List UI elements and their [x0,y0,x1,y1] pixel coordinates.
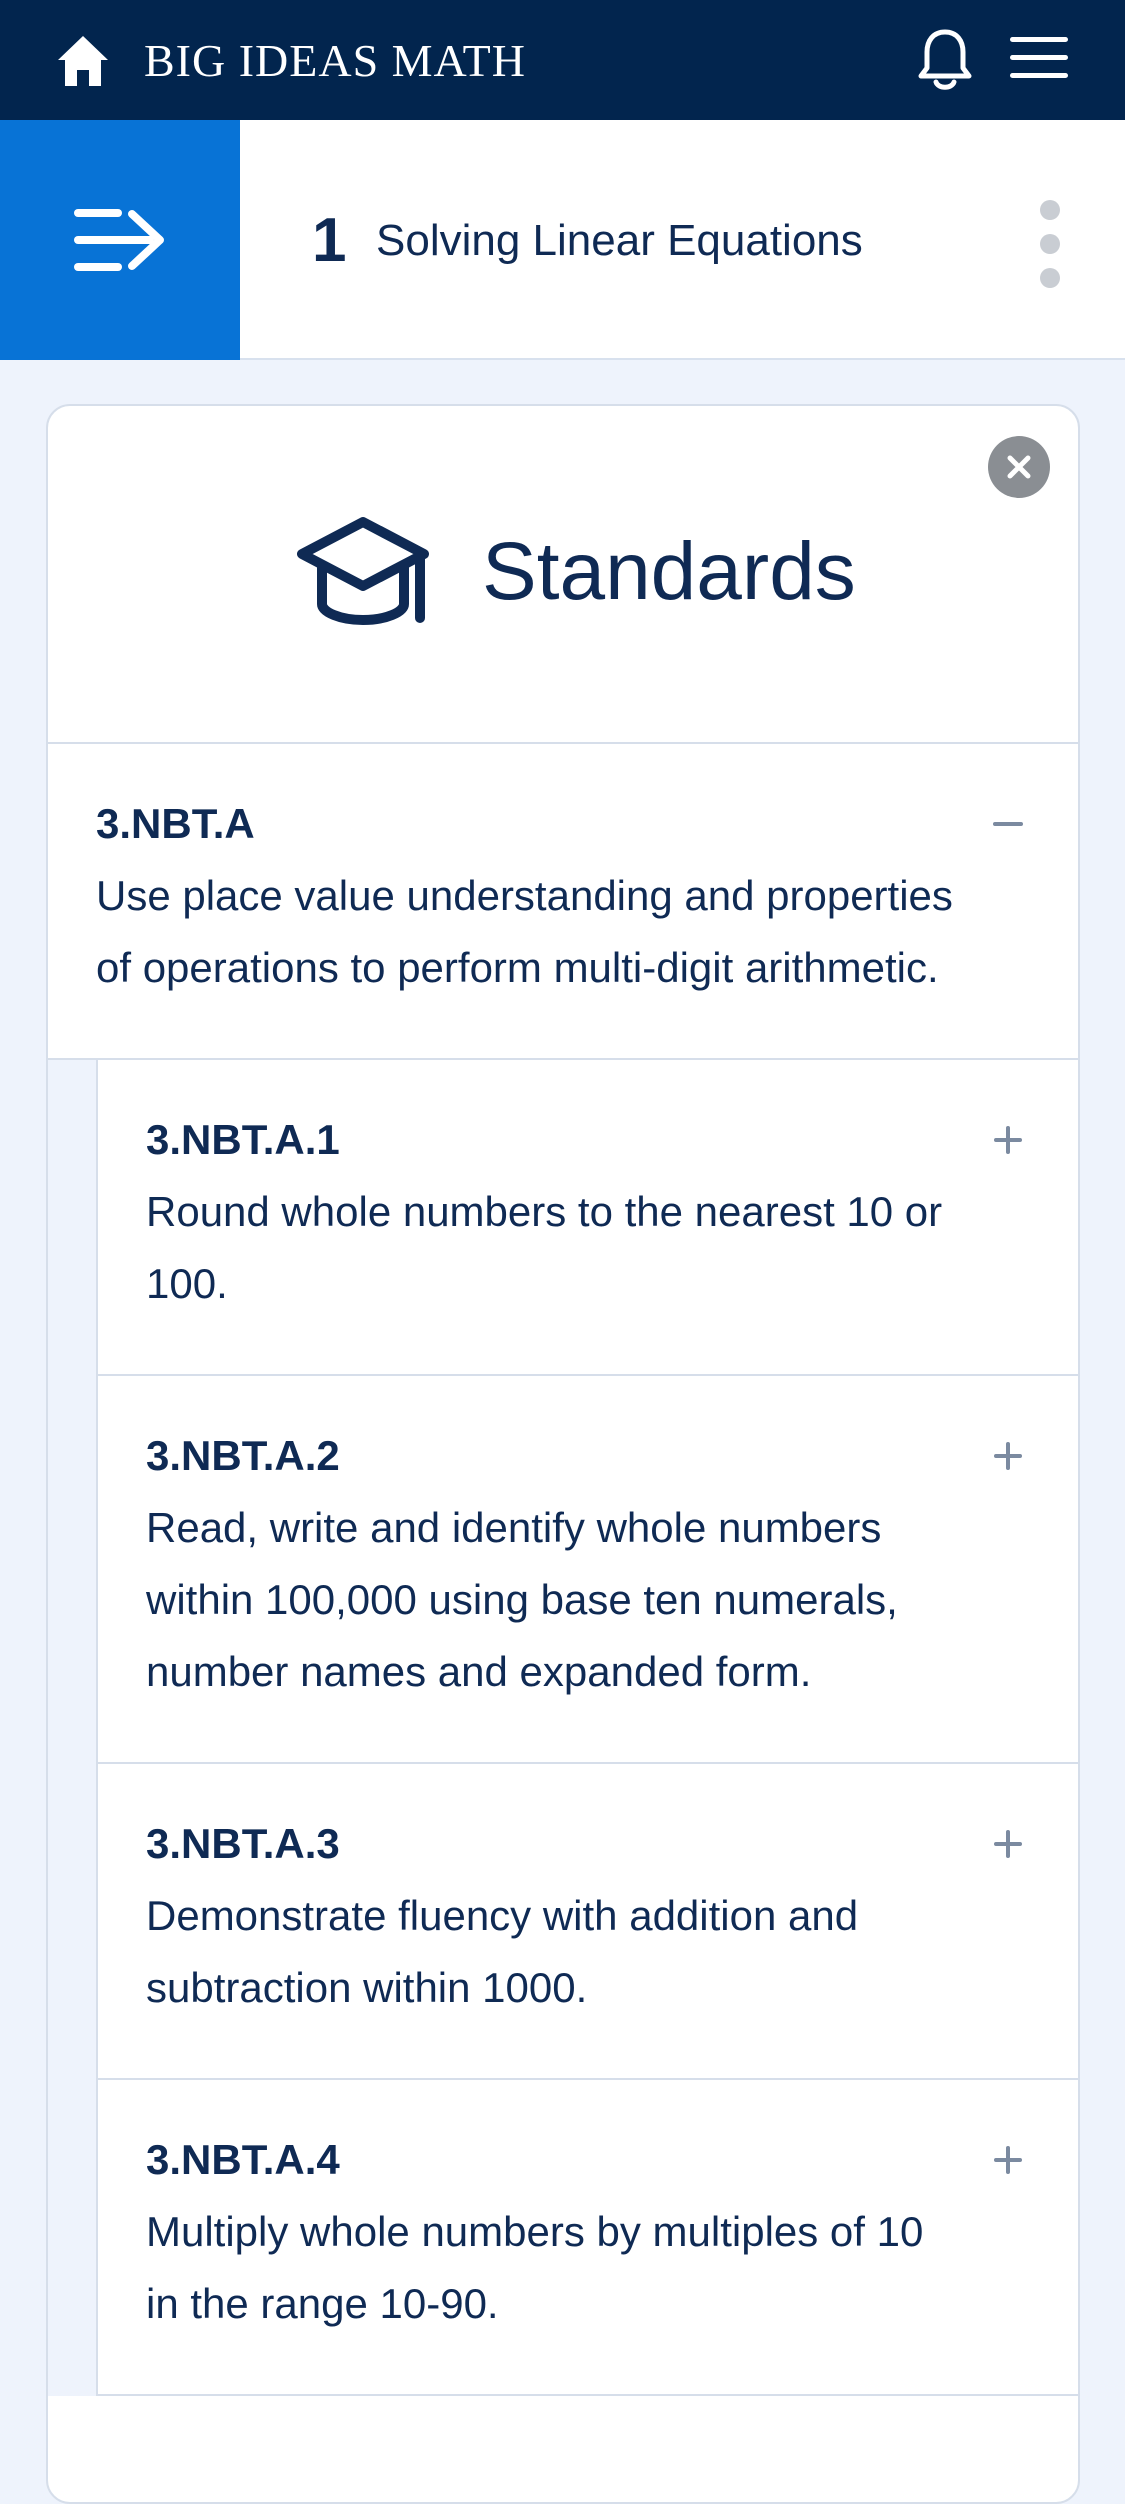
chapter-title: Solving Linear Equations [376,216,863,265]
arrow-right-list-icon [72,206,168,274]
standard-description: Read, write and identify whole numbers within 100,000 using base ten numerals, number names and expanded form. [146,1504,898,1695]
plus-icon[interactable] [990,2142,1026,2178]
close-button[interactable] [988,436,1050,498]
standard-code: 3.NBT.A.1 [146,1116,340,1163]
home-icon[interactable] [54,32,112,90]
standard-code: 3.NBT.A.4 [146,2136,340,2183]
substandards-group [48,1060,1078,2396]
standard-description: Use place value understanding and properties of operations to perform multi-digit arithmetic. [96,872,953,991]
standard-description: Multiply whole numbers by multiples of 10 in the range 10-90. [146,2208,924,2327]
minus-icon[interactable] [990,806,1026,842]
plus-icon[interactable] [990,1826,1026,1862]
top-navigation-bar [0,0,1125,120]
standard-code: 3.NBT.A.2 [146,1432,340,1479]
standard-item-3-nbt-a[interactable] [48,744,1078,1060]
standard-item-3-nbt-a-4[interactable] [96,2080,1078,2396]
standards-panel [46,404,1080,2504]
more-vertical-icon[interactable] [1034,200,1066,290]
standard-description: Demonstrate fluency with addition and subtraction within 1000. [146,1892,859,2011]
panel-header [48,406,1078,744]
standard-item-3-nbt-a-2[interactable] [96,1376,1078,1764]
chapter-nav-toggle-button[interactable] [0,120,240,360]
standard-item-3-nbt-a-1[interactable] [96,1060,1078,1376]
standard-code: 3.NBT.A.3 [146,1820,340,1867]
chapter-number: 1 [312,206,347,275]
panel-title: Standards [482,526,856,617]
standard-code: 3.NBT.A [96,800,255,847]
chapter-header [0,120,1125,360]
bell-icon[interactable] [914,26,976,94]
plus-icon[interactable] [990,1122,1026,1158]
brand-logo-text[interactable]: BIG IDEAS MATH [144,35,526,86]
standard-item-3-nbt-a-3[interactable] [96,1764,1078,2080]
standard-description: Round whole numbers to the nearest 10 or 100. [146,1188,943,1307]
plus-icon[interactable] [990,1438,1026,1474]
hamburger-menu-icon[interactable] [1008,34,1070,82]
close-icon [1005,453,1033,481]
graduation-cap-icon [294,516,432,628]
standards-list [48,744,1078,2396]
